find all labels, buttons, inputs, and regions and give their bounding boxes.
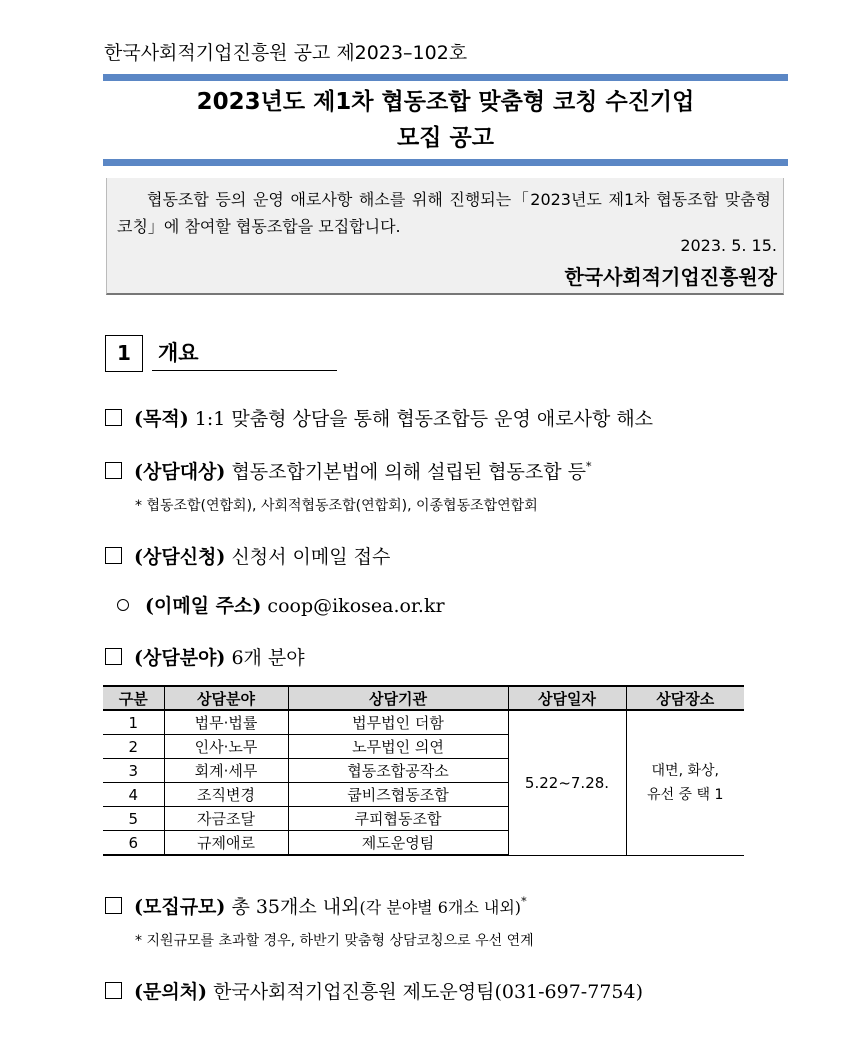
row-field: 법무·법률 (164, 710, 288, 735)
item-label: (문의처) (134, 981, 208, 1003)
item-label: (상담분야) (134, 647, 226, 669)
notice-number: 한국사회적기업진흥원 공고 제2023–102호 (104, 42, 468, 64)
checkbox-square-icon (105, 409, 122, 426)
item-email (117, 591, 445, 618)
table-header: 상담기관 (288, 686, 508, 710)
table-header: 구분 (103, 686, 164, 710)
item-text: 총 35개소 내외 (231, 896, 360, 918)
row-agency: 제도운영팀 (288, 831, 508, 856)
checkbox-square-icon (105, 547, 122, 564)
item-target (105, 457, 591, 484)
row-field: 규제애로 (164, 831, 288, 856)
item-label: (이메일 주소) (145, 595, 262, 617)
row-agency: 노무법인 의연 (288, 735, 508, 759)
item-label: (상담신청) (134, 546, 226, 568)
table-row (103, 710, 744, 735)
footnote-mark: * (521, 895, 527, 908)
row-agency: 쿠피협동조합 (288, 807, 508, 831)
checkbox-square-icon (105, 897, 122, 914)
item-label: (상담대상) (134, 461, 226, 483)
table-header: 상담장소 (626, 686, 744, 710)
row-number: 5 (103, 807, 164, 831)
intro-box (106, 178, 784, 295)
top-rule (103, 74, 788, 81)
consulting-table (103, 685, 744, 856)
item-label: (모집규모) (134, 896, 226, 918)
row-number: 4 (103, 783, 164, 807)
row-field: 조직변경 (164, 783, 288, 807)
item-text: 한국사회적기업진흥원 제도운영팀(031-697-7754) (213, 981, 643, 1003)
row-number: 2 (103, 735, 164, 759)
item-text: 협동조합기본법에 의해 설립된 협동조합 등 (231, 461, 586, 483)
notice-date: 2023. 5. 15. (680, 236, 777, 255)
consulting-place (626, 710, 744, 855)
row-agency: 협동조합공작소 (288, 759, 508, 783)
item-text: 6개 분야 (231, 647, 305, 669)
table-header: 상담일자 (508, 686, 626, 710)
row-agency: 법무법인 더함 (288, 710, 508, 735)
row-agency: 쿱비즈협동조합 (288, 783, 508, 807)
table-header-row (103, 686, 744, 710)
place-line2: 유선 중 택 1 (647, 786, 724, 803)
circle-bullet-icon (117, 599, 129, 611)
item-contact (105, 977, 643, 1004)
item-purpose (105, 404, 653, 431)
item-fields (105, 643, 305, 670)
row-number: 3 (103, 759, 164, 783)
page-title-line1: 2023년도 제1차 협동조합 맞춤형 코칭 수진기업 (196, 89, 695, 115)
item-apply (105, 542, 390, 569)
intro-text: 협동조합 등의 운영 애로사항 해소를 위해 진행되는「2023년도 제1차 협동조합 맞춤형 코칭」에 참여할 협동조합을 모집합니다. (117, 190, 771, 236)
checkbox-square-icon (105, 462, 122, 479)
scale-note: * 지원규모를 초과할 경우, 하반기 맞춤형 상담코칭으로 우선 연계 (135, 933, 534, 949)
row-number: 6 (103, 831, 164, 856)
row-field: 인사·노무 (164, 735, 288, 759)
item-text: 1:1 맞춤형 상담을 통해 협동조합등 운영 애로사항 해소 (194, 408, 654, 430)
table-header: 상담분야 (164, 686, 288, 710)
checkbox-square-icon (105, 648, 122, 665)
item-subtext: (각 분야별 6개소 내외) (359, 898, 522, 917)
checkbox-square-icon (105, 982, 122, 999)
consulting-date: 5.22~7.28. (508, 710, 626, 855)
item-text: 신청서 이메일 접수 (231, 546, 391, 568)
bottom-rule (103, 159, 788, 166)
row-field: 자금조달 (164, 807, 288, 831)
item-label: (목적) (134, 408, 189, 430)
place-line1: 대면, 화상, (651, 762, 719, 779)
email-address: coop@ikosea.or.kr (267, 595, 445, 617)
section-number: 1 (105, 335, 143, 372)
issuer-name: 한국사회적기업진흥원장 (564, 265, 777, 289)
section-title: 개요 (152, 336, 337, 371)
item-scale (105, 892, 527, 919)
target-note: * 협동조합(연합회), 사회적협동조합(연합회), 이종협동조합연합회 (135, 498, 538, 514)
footnote-mark: * (585, 460, 592, 473)
page-title-line2: 모집 공고 (397, 125, 494, 151)
row-field: 회계·세무 (164, 759, 288, 783)
row-number: 1 (103, 710, 164, 735)
